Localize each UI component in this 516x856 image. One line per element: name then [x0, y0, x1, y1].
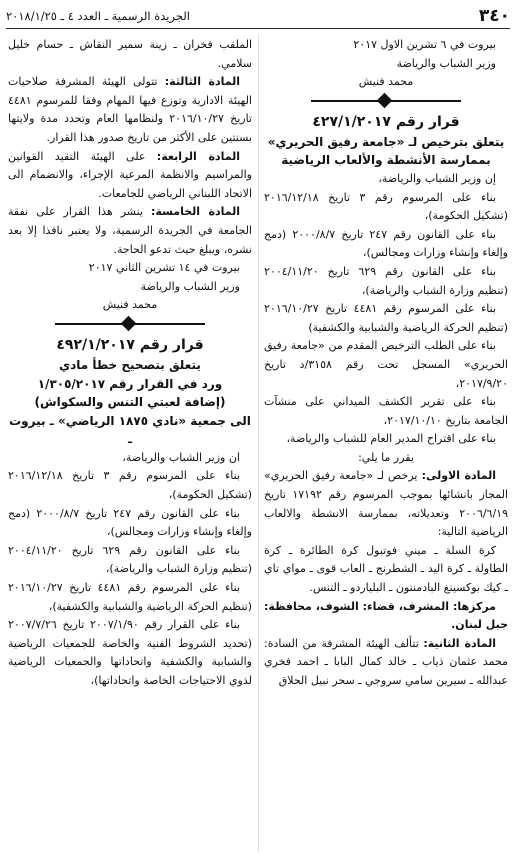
left-column	[8, 36, 252, 852]
decision-subject-line: الى جمعية «نادي ١٨٧٥ الرياضي» ـ بيروت ـ	[9, 413, 251, 447]
decision-title: قرار رقم ٤٢٧/١/٢٠١٧	[312, 113, 460, 130]
article-4	[8, 148, 252, 204]
sports-list: كرة السلة ـ ميني فوتبول كرة الطائرة ـ كرة الطاولة ـ كرة اليد ـ الشطرنج ـ العاب قوى ـ مواي تاي ـ كيك بوكسينغ البادمنتون ـ البلياردو ـ التنس.	[264, 543, 508, 595]
legal-basis: بناء على القانون رقم ٢٤٧ تاريخ ٢٠٠٠/٨/٧ (دمج وإلغاء وإنشاء وزارات ومجالس)،	[264, 227, 508, 260]
legal-basis: بناء على القانون رقم ٦٢٩ تاريخ ٢٠٠٤/١١/٢٠ (تنظيم وزارة الشباب والرياضة)،	[264, 264, 508, 297]
location-line: مركزها: المشرف، قضاء: الشوف، محافظة: جبل لبنان.	[264, 599, 508, 632]
article-label: المادة الرابعة:	[156, 149, 240, 163]
decides-line: يقرر ما يلي:	[358, 450, 414, 464]
decision-subject-line: (إضافة لعبتي التنس والسكواش)	[34, 395, 226, 410]
decision-subject-line: ورد في القرار رقم ١/٣٠٥/٢٠١٧	[37, 376, 223, 391]
article-text: تتألف الهيئة المشرفة من السادة: محمد عثمان ذياب ـ خالد كمال البابا ـ احمد فخري عبدالله ـ سيرين سامي سروجي ـ سحر نبيل الحلاق	[264, 636, 508, 687]
column-divider	[258, 34, 259, 852]
legal-basis: بناء على اقتراح المدير العام للشباب والرياضة،	[286, 432, 496, 446]
preamble: ان وزير الشباب والرياضة،	[122, 450, 240, 464]
legal-basis: بناء على الطلب الترخيص المقدم من «جامعة رفيق الحريري» المسجل تحت رقم ٣١٥٨/د تاريخ ٢٠١٧/٩/٢٠،	[264, 339, 508, 390]
minister-title: وزير الشباب والرياضة	[396, 56, 496, 70]
legal-basis: بناء على القانون رقم ٢٤٧ تاريخ ٢٠٠٠/٨/٧ (دمج وإلغاء وإنشاء وزارات ومجالس)،	[8, 506, 252, 539]
legal-basis: بناء على القانون رقم ٦٢٩ تاريخ ٢٠٠٤/١١/٢٠ (تنظيم وزارة الشباب والرياضة)،	[8, 543, 252, 576]
decision-subject-line: يتعلق بترخيص لـ «جامعة رفيق الحريري»	[267, 134, 505, 149]
article-text: تتولى الهيئة المشرفة صلاحيات الهيئة الادارية وتوزع فيها المهام وفقا للمرسوم ٤٤٨١ تاريخ ٢٠١٦/١٠/٢٧ ولنظامها العام وتحدد مدة ولايتها بسنتين على الأكثر من تاريخ صدور هذا القرار.	[8, 75, 252, 144]
legal-basis: بناء على المرسوم رقم ٤٤٨١ تاريخ ٢٠١٦/١٠/٢٧ (تنظيم الحركة الرياضية والشبابية والكشفية)،	[8, 581, 252, 613]
decision-title: قرار رقم ٤٩٢/١/٢٠١٧	[56, 336, 204, 353]
right-column	[264, 36, 508, 852]
article-3	[8, 73, 252, 147]
article-label: المادة الثانية:	[423, 636, 496, 650]
section-separator	[8, 319, 252, 329]
article-label: المادة الاولى:	[421, 469, 496, 483]
decision-subject-line: يتعلق بتصحيح خطأ مادي	[59, 357, 201, 372]
preamble: إن وزير الشباب والرياضة،	[378, 171, 496, 185]
signing-date: بيروت في ١٤ تشرين الثاني ٢٠١٧	[88, 261, 240, 275]
gazette-issue-title: الجريدة الرسمية ـ العدد ٤ ـ ٢٠١٨/١/٢٥	[6, 9, 190, 23]
legal-basis: بناء على المرسوم رقم ٣ تاريخ ٢٠١٦/١٢/١٨ (تشكيل الحكومة)،	[8, 469, 252, 502]
page-header	[6, 4, 510, 29]
article-text: يرخص لـ «جامعة رفيق الحريري» المجاز بانشائها بموجب المرسوم رقم ١٧١٩٢ تاريخ ٢٠٠٦/٦/١٩ وتعديلاته، بممارسة الانشطة والالعاب الرياضية التالية:	[264, 469, 508, 539]
minister-name: محمد فنيش	[102, 298, 158, 312]
article-label: المادة الثالثة:	[164, 75, 240, 89]
signing-date: بيروت في ٦ تشرين الاول ٢٠١٧	[353, 38, 496, 51]
legal-basis: بناء على القرار رقم ٢٠٠٧/١/٩٠ تاريخ ٢٠٠٧/٧/٢٦ (تحديد الشروط الفنية والخاصة للجمعيات الرياضية والشبابية والكشفية واتحاداتها والجمعيات الرياضية لذوي الاحتياجات الخاصة واتحاداتها)،	[8, 618, 252, 687]
article-2	[264, 635, 508, 691]
minister-name: محمد فنيش	[358, 75, 414, 89]
legal-basis: بناء على المرسوم رقم ٤٤٨١ تاريخ ٢٠١٦/١٠/٢٧ (تنظيم الحركة الرياضية والشبابية والكشفية)	[264, 302, 508, 334]
article-text: على الهيئة التقيد القوانين والمراسيم والانظمة المرعية الإجراء، والانضمام الى الاتحاد اللبناني الرياضي للجامعات.	[8, 149, 252, 200]
minister-title: وزير الشباب والرياضة	[140, 279, 240, 293]
article-1	[264, 467, 508, 541]
article-label: المادة الخامسة:	[151, 205, 240, 219]
article-text: ينشر هذا القرار على نفقة الجامعة في الجريدة الرسمية، ولا يعتبر نافذا إلا بعد نشره، ويبلغ حيث تدعو الحاجة.	[8, 205, 252, 256]
article-5	[8, 203, 252, 259]
section-separator	[264, 96, 508, 106]
decision-subject-line: بممارسة الأنشطة والألعاب الرياضية	[281, 153, 491, 168]
legal-basis: بناء على تقرير الكشف الميداني على منشآت الجامعة بتاريخ ٢٠١٧/١٠/١٠،	[264, 395, 508, 427]
names-continuation: الملقب فخران ـ زينة سمير النقاش ـ حسام خليل سلامي.	[8, 38, 252, 70]
legal-basis: بناء على المرسوم رقم ٣ تاريخ ٢٠١٦/١٢/١٨ (تشكيل الحكومة)،	[264, 190, 508, 223]
page-number: ٣٤٠	[478, 6, 510, 26]
